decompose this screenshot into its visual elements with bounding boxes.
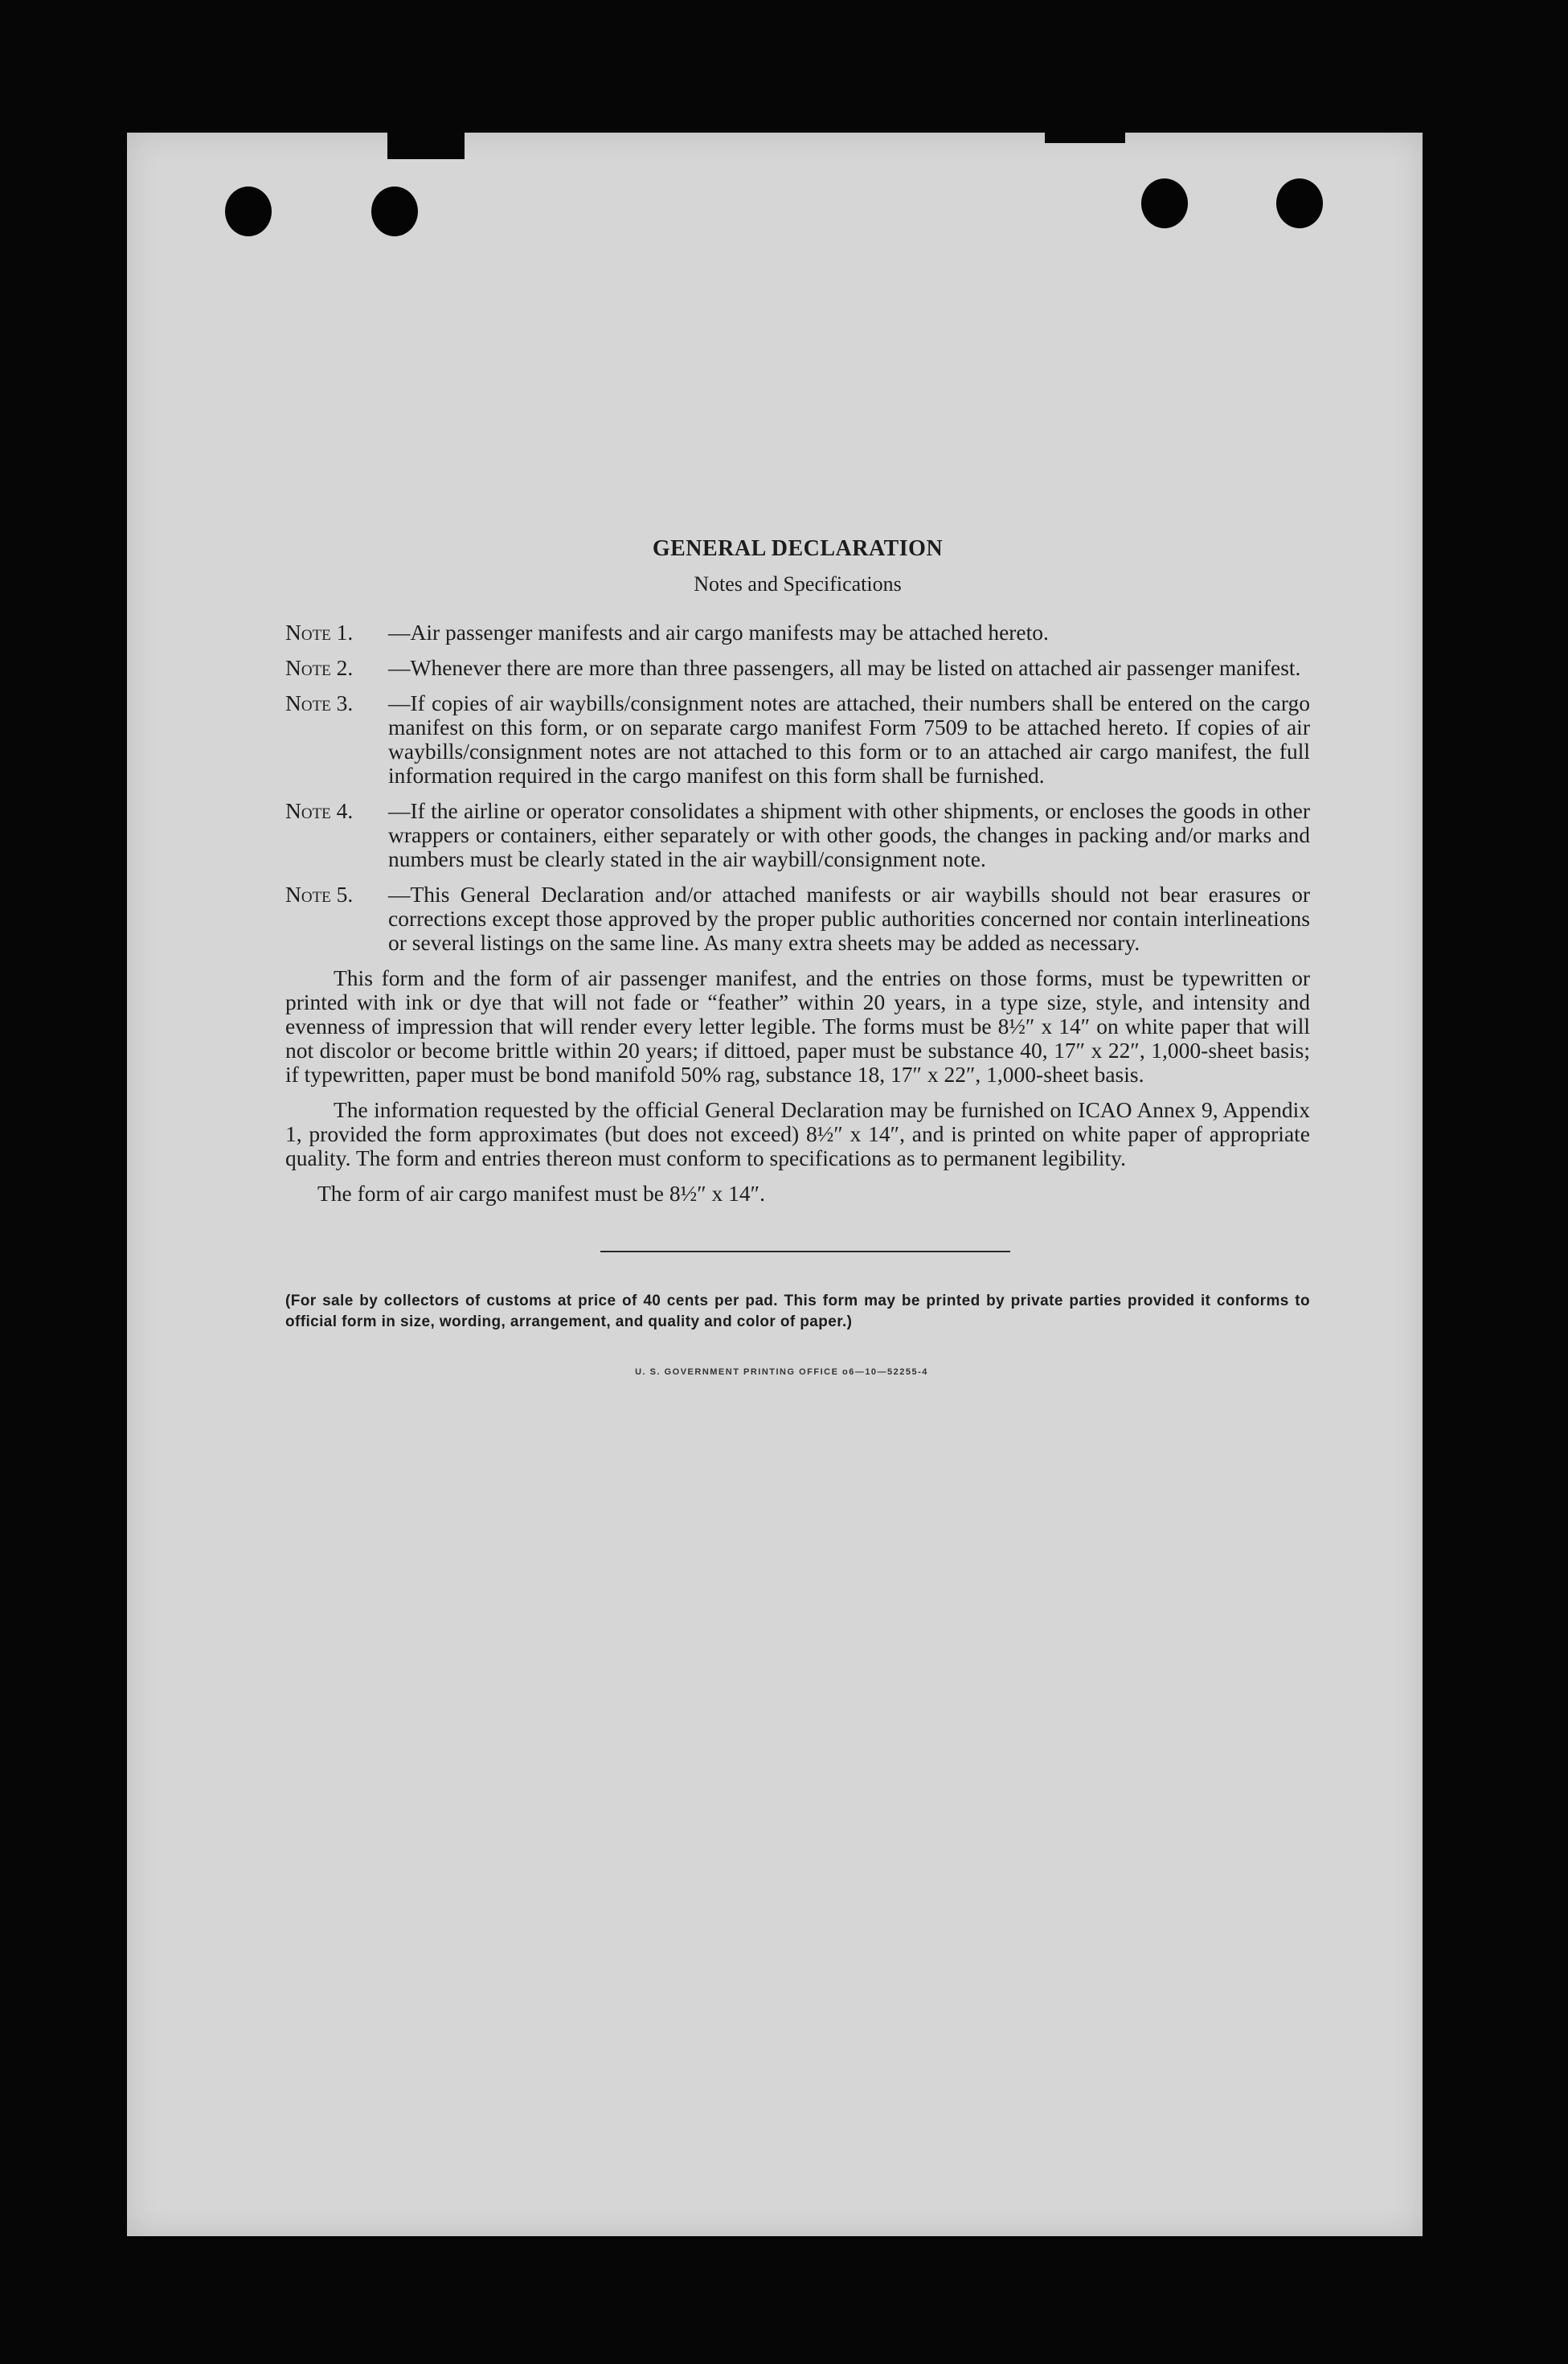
note-1 bbox=[285, 621, 1310, 645]
note-text: —Whenever there are more than three passengers, all may be listed on attached air passenger manifest. bbox=[388, 655, 1301, 680]
punch-hole-icon bbox=[1141, 178, 1188, 228]
printer-imprint: U. S. GOVERNMENT PRINTING OFFICE o6—10—52255-4 bbox=[635, 1367, 928, 1377]
page-subtitle: Notes and Specifications bbox=[694, 572, 902, 596]
document-body bbox=[285, 537, 1310, 1384]
note-text: —If the airline or operator consolidates a shipment with other shipments, or encloses the goods in other wrappers or containers, either separately or with other goods, the changes in packing and/or marks and numbers must be clearly stated in the air waybill/consignment note. bbox=[388, 798, 1310, 871]
paragraph-form-specs: This form and the form of air passenger manifest, and the entries on those forms, must be typewritten or printed with ink or dye that will not fade or “feather” within 20 years, in a type size, style, and intensity and evenness of impression that will render every letter legible. The forms must be 8½″ x 14″ on white paper that will not discolor or become brittle within 20 years; if dittoed, paper must be substance 40, 17″ x 22″, 1,000-sheet basis; if typewritten, paper must be bond manifold 50% rag, substance 18, 17″ x 22″, 1,000-sheet basis. bbox=[285, 965, 1310, 1087]
note-label: Note bbox=[285, 798, 331, 823]
divider-rule bbox=[600, 1251, 1010, 1252]
note-label: Note bbox=[285, 690, 331, 715]
punch-hole-icon bbox=[1276, 178, 1323, 228]
note-number: 2. bbox=[336, 655, 354, 680]
note-2 bbox=[285, 656, 1310, 680]
punch-hole-icon bbox=[225, 186, 272, 236]
note-4 bbox=[285, 799, 1310, 871]
note-label: Note bbox=[285, 882, 331, 907]
page-tab-notch-right bbox=[1045, 121, 1125, 143]
note-label: Note bbox=[285, 655, 331, 680]
punch-hole-icon bbox=[371, 186, 418, 236]
note-number: 1. bbox=[336, 620, 354, 645]
paragraph-icao: The information requested by the official General Declaration may be furnished on ICAO Annex 9, Appendix 1, provided the form approximates (but does not exceed) 8½″ x 14″, and is printed on white paper of appropriate quality. The form and entries thereon must conform to specifications as to permanent legibility. bbox=[285, 1097, 1310, 1170]
note-3 bbox=[285, 691, 1310, 788]
page-title: GENERAL DECLARATION bbox=[652, 536, 944, 561]
note-number: 3. bbox=[336, 690, 354, 715]
note-5 bbox=[285, 883, 1310, 955]
sale-footnote: (For sale by collectors of customs at price of 40 cents per pad. This form may be printed by private parties provided it conforms to official form in size, wording, arrangement, and quality and color of paper.) bbox=[285, 1293, 1310, 1330]
note-label: Note bbox=[285, 620, 331, 645]
note-text: —If copies of air waybills/consignment notes are attached, their numbers shall be entered on the cargo manifest on this form, or on separate cargo manifest Form 7509 to be attached hereto. If copies of air waybills/consignment notes are not attached to this form or to an attached air cargo manifest, the full information required in the cargo manifest on this form shall be furnished. bbox=[388, 690, 1310, 788]
note-text: —This General Declaration and/or attached manifests or air waybills should not bear erasures or corrections except those approved by the proper public authorities concerned nor contain interlineations or several listings on the same line. As many extra sheets may be added as necessary. bbox=[388, 882, 1310, 955]
note-number: 5. bbox=[336, 882, 354, 907]
note-number: 4. bbox=[336, 798, 354, 823]
page-tab-notch bbox=[387, 121, 465, 159]
paragraph-cargo-size: The form of air cargo manifest must be 8½″ x 14″. bbox=[317, 1181, 765, 1206]
note-text: —Air passenger manifests and air cargo manifests may be attached hereto. bbox=[388, 620, 1049, 645]
